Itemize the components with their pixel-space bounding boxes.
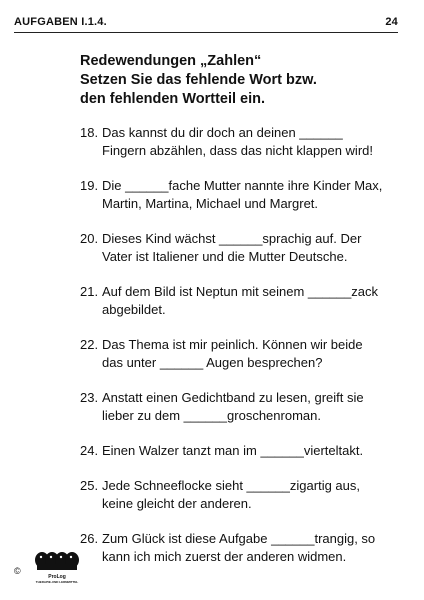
item-text: das unter ______ Augen besprechen? — [102, 355, 323, 370]
exercise-item — [80, 230, 410, 266]
exercise-list — [80, 124, 410, 583]
item-number: 21. — [80, 284, 99, 299]
item-text: Fingern abzählen, dass das nicht klappen wird! — [102, 143, 373, 158]
page-header — [14, 14, 398, 33]
item-text: Das Thema ist mir peinlich. Können wir beide — [102, 337, 363, 352]
exercise-title — [80, 52, 400, 109]
item-number: 26. — [80, 531, 99, 546]
section-label: AUFGABEN I.1.4. — [14, 16, 107, 28]
instruction-line: Setzen Sie das fehlende Wort bzw. — [80, 72, 317, 88]
item-text: Einen Walzer tanzt man im ______vierteltakt. — [102, 443, 364, 458]
exercise-item — [80, 336, 410, 372]
item-text: Auf dem Bild ist Neptun mit seinem ______zack — [102, 284, 379, 299]
title-line: Redewendungen „Zahlen“ — [80, 53, 262, 69]
item-number: 24. — [80, 443, 99, 458]
item-text: abgebildet. — [102, 302, 166, 317]
page-number: 24 — [385, 16, 398, 28]
item-number: 20. — [80, 231, 99, 246]
item-text: Das kannst du dir doch an deinen ______ — [102, 125, 343, 140]
item-text: Anstatt einen Gedichtband zu lesen, greift sie — [102, 390, 364, 405]
item-text: Die ______fache Mutter nannte ihre Kinder Max, — [102, 178, 383, 193]
exercise-item — [80, 389, 410, 425]
instruction-line: den fehlenden Wortteil ein. — [80, 91, 266, 107]
item-text: Martin, Martina, Michael und Margret. — [102, 196, 319, 211]
item-text: lieber zu dem ______groschenroman. — [102, 408, 321, 423]
exercise-item — [80, 530, 410, 566]
item-text: Dieses Kind wächst ______sprachig auf. Der — [102, 231, 362, 246]
item-number: 23. — [80, 390, 99, 405]
item-number: 19. — [80, 178, 99, 193]
item-text: Jede Schneeflocke sieht ______zigartig aus, — [102, 478, 361, 493]
logo-name: ProLog — [48, 574, 66, 580]
item-text: kann ich mich zuerst der anderen widmen. — [102, 549, 347, 564]
item-number: 18. — [80, 125, 99, 140]
item-text: keine gleicht der anderen. — [102, 496, 252, 511]
exercise-item — [80, 477, 410, 513]
logo-subtext: THERAPIE-UND LERNMITTEL — [35, 580, 79, 584]
item-text: Zum Glück ist diese Aufgabe ______trangig, so — [102, 531, 376, 546]
page-footer — [14, 546, 104, 586]
exercise-item — [80, 442, 410, 460]
copyright-symbol: © — [14, 566, 21, 576]
exercise-item — [80, 177, 410, 213]
item-number: 25. — [80, 478, 99, 493]
item-text: Vater ist Italiener und die Mutter Deutsche. — [102, 249, 348, 264]
exercise-item — [80, 124, 410, 160]
logo-text — [34, 575, 80, 584]
item-number: 22. — [80, 337, 99, 352]
exercise-item — [80, 283, 410, 319]
